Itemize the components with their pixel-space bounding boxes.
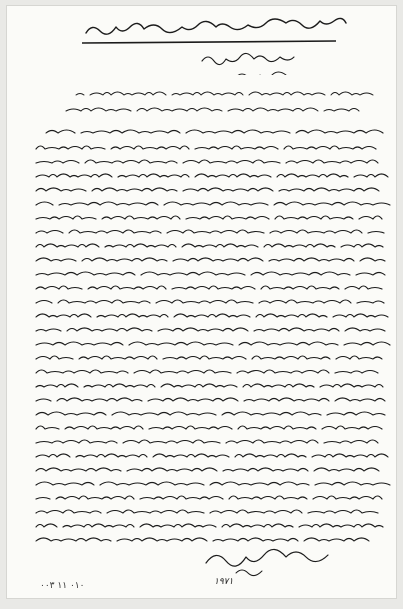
ink-line	[36, 356, 382, 359]
ink-line	[46, 130, 383, 133]
handwritten-title	[6, 5, 397, 75]
ink-line	[36, 342, 390, 345]
ink-line	[36, 216, 382, 219]
ink-line	[36, 524, 383, 527]
ink-line	[36, 328, 385, 331]
ink-line	[36, 258, 385, 261]
ink-line	[36, 482, 390, 485]
ink-line	[36, 398, 385, 401]
ink-line	[36, 160, 378, 163]
ink-line	[76, 92, 373, 95]
ink-line	[36, 174, 388, 177]
letter-page	[6, 5, 397, 599]
document-date: ١٩٧١	[214, 577, 234, 587]
folio-number: ٠١٠ ١١ ٠٠٣	[40, 581, 85, 591]
ink-line	[36, 244, 383, 247]
ink-line	[36, 468, 379, 471]
ink-line	[36, 188, 379, 191]
ink-line	[36, 412, 385, 415]
ink-line	[36, 286, 382, 289]
ink-line	[36, 454, 388, 457]
ink-line	[36, 496, 382, 499]
ink-line	[36, 314, 388, 317]
ink-line	[36, 384, 383, 387]
handwritten-body	[6, 81, 397, 601]
ink-line	[36, 230, 384, 233]
signature	[196, 541, 356, 581]
ink-line	[36, 510, 378, 513]
ink-line	[36, 202, 390, 205]
ink-line	[66, 108, 359, 111]
ink-line	[36, 440, 378, 443]
ink-line	[36, 272, 385, 275]
ink-line	[36, 146, 376, 149]
ink-line	[36, 426, 382, 429]
ink-line	[36, 300, 384, 303]
ink-line	[36, 370, 378, 373]
